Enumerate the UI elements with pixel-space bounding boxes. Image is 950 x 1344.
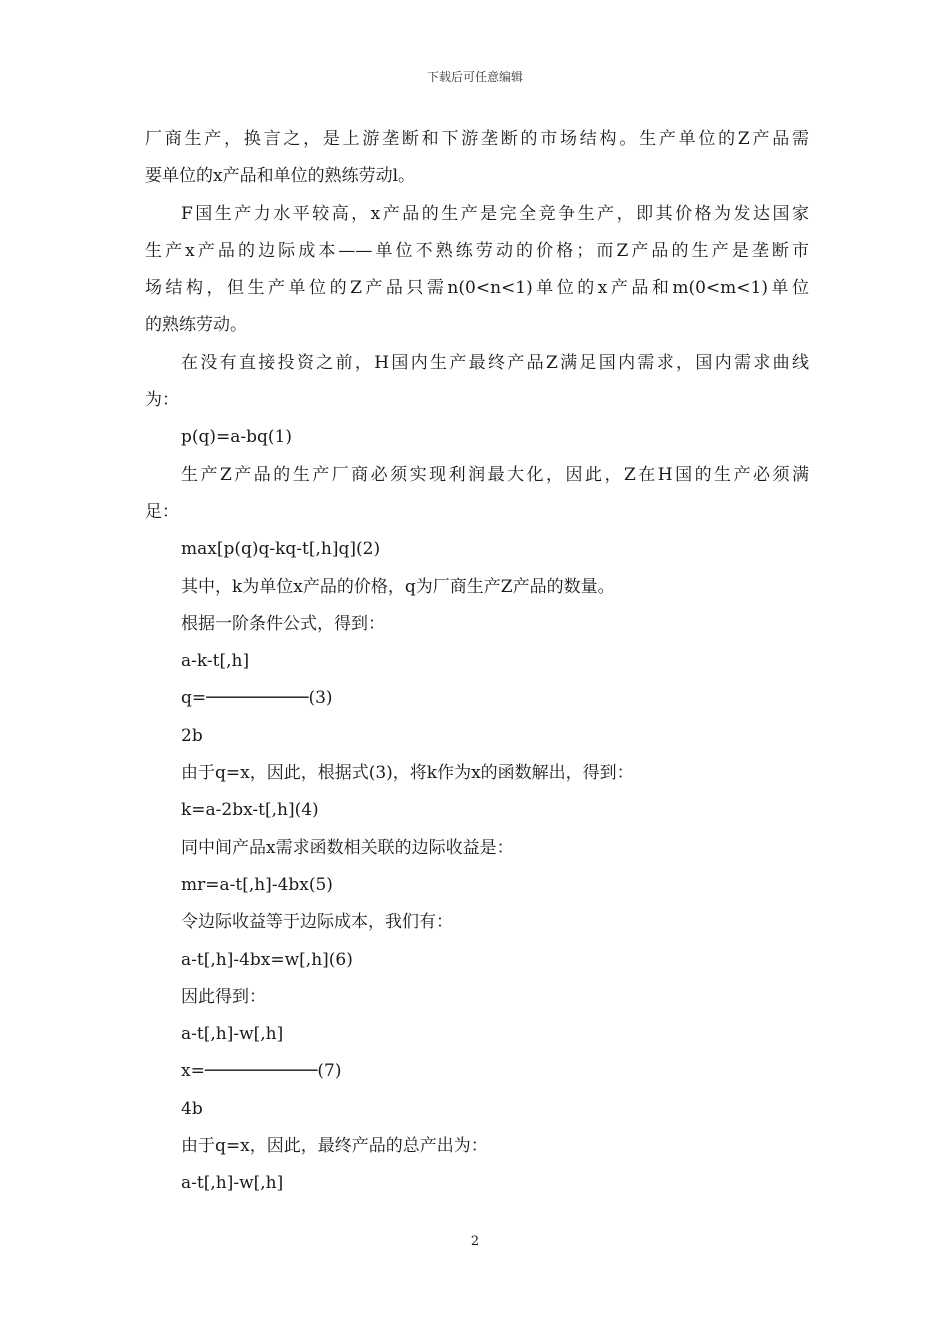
text-line: p(q)=a-bq(1): [181, 427, 292, 448]
text-line: 令边际收益等于边际成本，我们有：: [181, 912, 453, 933]
text-line: 要单位的x产品和单位的熟练劳动l。: [145, 166, 416, 187]
text-line: a-t[,h]-4bx=w[,h](6): [181, 949, 353, 970]
text-line: 同中间产品x需求函数相关联的边际收益是：: [181, 837, 514, 858]
text-line: 生产x产品的边际成本——单位不熟练劳动的价格；而Z产品的生产是垄断市: [145, 240, 809, 261]
text-line: 4b: [181, 1098, 203, 1119]
text-line: a-k-t[,h]: [181, 651, 250, 672]
text-line: 生产Z产品的生产厂商必须实现利润最大化，因此，Z在H国的生产必须满: [181, 464, 809, 485]
text-line: a-t[,h]-w[,h]: [181, 1173, 284, 1194]
text-line: 在没有直接投资之前，H国内生产最终产品Z满足国内需求，国内需求曲线: [181, 352, 809, 373]
text-line: 其中，k为单位x产品的价格，q为厂商生产Z产品的数量。: [181, 576, 615, 597]
text-line: x=───────────(7): [181, 1061, 342, 1082]
document-body: [145, 121, 809, 1203]
page-header-note: 下载后可任意编辑: [426, 70, 523, 84]
text-line: mr=a-t[,h]-4bx(5): [181, 874, 333, 895]
page-number: 2: [470, 1234, 480, 1249]
text-line: 场结构，但生产单位的Z产品只需n(0<n<1)单位的x产品和m(0<m<1)单位: [145, 278, 809, 299]
text-line: 的熟练劳动。: [145, 315, 247, 336]
text-line: 足：: [145, 501, 179, 522]
text-line: F国生产力水平较高，x产品的生产是完全竞争生产，即其价格为发达国家: [181, 203, 809, 224]
text-line: k=a-2bx-t[,h](4): [181, 800, 319, 821]
text-line: 因此得到：: [181, 986, 266, 1007]
text-line: 根据一阶条件公式，得到：: [181, 613, 385, 634]
text-line: 厂商生产，换言之，是上游垄断和下游垄断的市场结构。生产单位的Z产品需: [145, 129, 809, 149]
text-line: a-t[,h]-w[,h]: [181, 1024, 284, 1045]
text-line: 2b: [181, 725, 203, 746]
text-line: max[p(q)q-kq-t[,h]q](2): [181, 539, 381, 560]
text-line: 由于q=x，因此，最终产品的总产出为：: [181, 1136, 488, 1157]
text-line: q=──────────(3): [181, 688, 333, 709]
text-line: 由于q=x，因此，根据式(3)，将k作为x的函数解出，得到：: [181, 763, 634, 784]
text-line: 为：: [145, 390, 179, 411]
